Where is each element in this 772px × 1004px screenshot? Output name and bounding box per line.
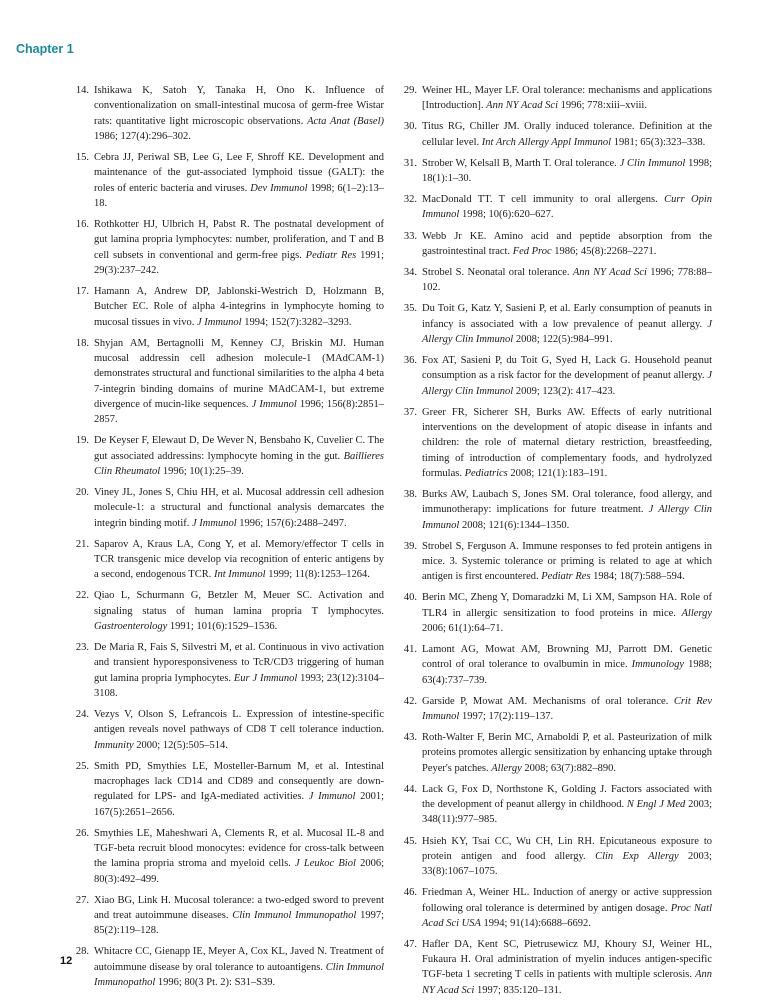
reference-citation: 1981; 65(3):323–338. <box>611 136 706 148</box>
reference-number: 40. <box>403 592 417 604</box>
reference-text <box>422 158 712 184</box>
reference-authors-title: Roth-Walter F, Berin MC, Arnaboldi P, et al. Pasteurization of milk proteins promotes allergic sensitization by enhancing uptake through Peyer's patches. <box>422 732 712 774</box>
reference-citation: 2008; 121(1):183–191. <box>507 467 608 479</box>
reference-item <box>400 229 712 260</box>
reference-citation: 1993; 23(12):3104–3108. <box>94 672 384 699</box>
reference-text <box>94 338 384 425</box>
reference-number: 29. <box>403 85 417 96</box>
reference-authors-title: Strober W, Kelsall B, Marth T. Oral tolerance. <box>422 157 620 169</box>
reference-number: 32. <box>403 194 417 206</box>
reference-number: 23. <box>75 641 89 653</box>
reference-citation: 1991; 29(3):237–242. <box>94 249 384 276</box>
reference-text <box>94 435 384 477</box>
reference-citation: 1999; 11(8):1253–1264. <box>265 569 370 581</box>
reference-journal: Clin Exp Allergy <box>595 850 679 862</box>
reference-number: 27. <box>75 894 89 906</box>
reference-text <box>94 709 384 751</box>
reference-authors-title: Hafler DA, Kent SC, Pietrusewicz MJ, Khoury SJ, Weiner HL, Fukaura H. Oral administration of myelin induces antigen-specific TGF-beta 1 secreting T cells in patients with multiple sclerosis. <box>422 938 712 981</box>
reference-text <box>422 121 712 147</box>
reference-text <box>422 231 712 257</box>
reference-authors-title: Xiao BG, Link H. Mucosal tolerance: a two-edged sword to prevent and treat autoimmune diseases. <box>94 894 384 921</box>
reference-number: 37. <box>403 406 417 418</box>
reference-authors-title: Weiner HL, Mayer LF. Oral tolerance: mechanisms and applications [Introduction]. <box>422 85 712 112</box>
reference-number: 46. <box>403 887 417 899</box>
reference-journal: Int Arch Allergy Appl Immunol <box>481 136 612 148</box>
reference-text <box>422 489 712 531</box>
reference-citation: 1994; 152(7):3282–3293. <box>241 316 352 328</box>
reference-number: 38. <box>403 489 417 500</box>
reference-item <box>400 119 712 150</box>
reference-item <box>72 485 384 531</box>
reference-citation: 2006; 80(3):492–499. <box>94 858 384 885</box>
reference-item <box>72 759 384 820</box>
reference-authors-title: Whitacre CC, Gienapp IE, Meyer A, Cox KL, Javed N. Treatment of autoimmune disease by oral tolerance to autoantigens. <box>94 946 384 973</box>
reference-citation: 1994; 91(14):6688–6692. <box>480 917 591 929</box>
reference-text <box>94 761 384 818</box>
reference-text <box>422 355 712 397</box>
reference-text <box>422 541 712 583</box>
reference-citation: 2003; 348(11):977–985. <box>422 799 712 826</box>
reference-journal: Immunity <box>94 739 134 751</box>
reference-authors-title: Cebra JJ, Periwal SB, Lee G, Lee F, Shroff KE. Development and maintenance of the gut-associated lymphoid tissue (GALT): the roles of enteric bacteria and viruses. <box>94 151 384 194</box>
reference-journal: Immunology <box>631 659 685 671</box>
reference-journal: Pediatr Res <box>541 571 591 583</box>
reference-text <box>94 946 384 988</box>
reference-item <box>72 944 384 990</box>
reference-item <box>400 885 712 931</box>
reference-authors-title: Strobel S, Ferguson A. Immune responses to fed protein antigens in mice. 3. Systemic tolerance or priming is related to age at which antigen is first encountered. <box>422 540 712 583</box>
reference-number: 42. <box>403 695 417 707</box>
reference-number: 43. <box>403 732 417 744</box>
reference-number: 34. <box>403 266 417 278</box>
reference-text <box>94 152 384 209</box>
reference-citation: 2008; 121(6):1344–1350. <box>459 519 570 531</box>
reference-authors-title: Hamann A, Andrew DP, Jablonski-Westrich D, Holzmann B, Butcher EC. Role of alpha 4-integrins in lymphocyte homing to mucosal tissues in vivo. <box>94 285 384 328</box>
reference-authors-title: Titus RG, Chiller JM. Orally induced tolerance. Definition at the cellular level. <box>422 121 712 148</box>
reference-citation: 1998; 6(1–2):13–18. <box>94 182 384 209</box>
reference-journal: J Immunol <box>308 791 356 803</box>
reference-authors-title: Smith PD, Smythies LE, Mosteller-Barnum M, et al. Intestinal macrophages lack CD14 and CD89 and consequently are down-regulated for LPS- and IgA-mediated activities. <box>94 760 384 803</box>
reference-number: 20. <box>75 486 89 498</box>
reference-number: 35. <box>403 303 417 315</box>
reference-text <box>94 828 384 885</box>
reference-text <box>422 887 712 929</box>
reference-citation: 2009; 123(2): 417–423. <box>513 385 616 397</box>
reference-item <box>400 156 712 187</box>
reference-citation: 1996; 156(8):2851–2857. <box>94 398 385 426</box>
reference-citation: 2008; 63(7):882–890. <box>521 762 616 774</box>
reference-authors-title: Greer FR, Sicherer SH, Burks AW. Effects of early nutritional interventions on the development of atopic disease in infants and children: the role of maternal dietary restriction, breastfeeding, timing of introduction of complementary foods, and hydrolyzed formulas. <box>422 406 712 479</box>
reference-citation: 1984; 18(7):588–594. <box>590 571 685 583</box>
reference-item <box>400 539 712 585</box>
reference-authors-title: Berin MC, Zheng Y, Domaradzki M, Li XM, Sampson HA. Role of TLR4 in allergic sensitization to food proteins in mice. <box>422 592 712 619</box>
reference-journal: Pediatr Res <box>305 249 357 261</box>
reference-list-right <box>400 83 712 1004</box>
reference-item <box>72 83 384 144</box>
reference-citation: 1998; 18(1):1–30. <box>422 157 713 185</box>
reference-journal: Allergy <box>681 607 712 619</box>
reference-citation: 1998; 10(6):620–627. <box>459 209 554 221</box>
reference-citation: 1997; 85(2):119–128. <box>94 909 384 937</box>
reference-text <box>94 539 384 581</box>
reference-item <box>400 301 712 347</box>
reference-text <box>94 642 384 699</box>
reference-journal: Curr Opin Immunol <box>422 194 712 221</box>
reference-item <box>72 893 384 939</box>
reference-number: 41. <box>403 644 417 656</box>
reference-journal: J Immunol <box>196 316 242 328</box>
reference-journal: Pediatrics <box>464 467 508 479</box>
reference-item <box>400 590 712 636</box>
reference-journal: Clin Immunol Immunopathol <box>232 909 357 921</box>
reference-text <box>422 732 712 774</box>
reference-authors-title: Burks AW, Laubach S, Jones SM. Oral tolerance, food allergy, and immunotherapy: implications for future treatment. <box>422 489 712 516</box>
reference-journal: J Immunol <box>251 398 297 410</box>
reference-text <box>422 267 712 293</box>
reference-citation: 1996; 778:88–102. <box>422 266 712 294</box>
reference-number: 31. <box>403 157 417 169</box>
reference-journal: Clin Immunol Immunopathol <box>94 961 385 988</box>
reference-citation: 2008; 122(5):984–991. <box>513 333 613 345</box>
reference-journal: Dev Immunol <box>250 182 308 194</box>
page-number: 12 <box>60 955 73 967</box>
reference-citation: 2001; 167(5):2651–2656. <box>94 791 384 818</box>
reference-authors-title: MacDonald TT. T cell immunity to oral allergens. <box>422 194 665 206</box>
reference-number: 14. <box>75 85 89 96</box>
reference-journal: N Engl J Med <box>626 799 686 811</box>
reference-item <box>72 150 384 211</box>
reference-number: 33. <box>403 230 417 242</box>
reference-number: 19. <box>75 435 89 447</box>
reference-authors-title: Vezys V, Olson S, Lefrancois L. Expression of intestine-specific antigen reveals novel pathways of CD8 T cell tolerance induction. <box>94 708 384 736</box>
reference-item <box>400 834 712 880</box>
reference-number: 26. <box>75 827 89 839</box>
reference-authors-title: De Maria R, Fais S, Silvestri M, et al. Continuous in vivo activation and transient hyporesponsiveness to TcR/CD3 triggering of human gut lamina propria lymphocytes. <box>94 641 384 684</box>
reference-text <box>422 194 712 220</box>
reference-item <box>72 707 384 753</box>
reference-text <box>94 219 384 276</box>
reference-citation: 1997; 835:120–131. <box>474 984 562 996</box>
reference-number: 47. <box>403 938 417 950</box>
reference-item <box>400 730 712 776</box>
reference-authors-title: De Keyser F, Elewaut D, De Wever N, Bensbaho K, Cuvelier C. The gut associated addressins: lymphocyte homing in the gut. <box>94 435 384 462</box>
reference-journal: Ann NY Acad Sci <box>572 266 647 278</box>
reference-item <box>72 284 384 330</box>
reference-journal: J Leukoc Biol <box>295 858 356 870</box>
reference-text <box>94 85 384 142</box>
reference-journal: J Immunol <box>192 517 237 529</box>
reference-journal: Eur J Immunol <box>233 672 298 684</box>
reference-citation: 1996; 778:xiii–xviii. <box>558 100 647 112</box>
reference-item <box>400 937 712 998</box>
reference-number: 16. <box>75 218 89 230</box>
reference-journal: J Allergy Clin Immunol <box>422 370 712 397</box>
reference-authors-title: Saparov A, Kraus LA, Cong Y, et al. Memory/effector T cells in TCR transgenic mice develop via recognition of enteric antigens by a second, endogenous TCR. <box>94 538 384 581</box>
reference-text <box>422 592 712 634</box>
reference-authors-title: Lack G, Fox D, Northstone K, Golding J. Factors associated with the development of peanut allergy in childhood. <box>422 783 712 811</box>
reference-number: 17. <box>75 285 89 297</box>
reference-citation: 1991; 101(6):1529–1536. <box>167 620 278 632</box>
reference-citation: 2006; 61(1):64–71. <box>422 622 504 634</box>
reference-item <box>72 826 384 887</box>
reference-item <box>72 433 384 479</box>
reference-citation: 1996; 80(3 Pt. 2): S31–S39. <box>155 976 276 988</box>
reference-authors-title: Webb Jr KE. Amino acid and peptide absorption from the gastrointestinal tract. <box>422 230 712 257</box>
reference-text <box>422 407 712 479</box>
reference-item <box>400 694 712 725</box>
reference-authors-title: Fox AT, Sasieni P, du Toit G, Syed H, Lack G. Household peanut consumption as a risk factor for the development of peanut allergy. <box>422 355 712 382</box>
reference-item <box>72 640 384 701</box>
reference-number: 28. <box>75 946 89 958</box>
reference-authors-title: Lamont AG, Mowat AM, Browning MJ, Parrott DM. Genetic control of oral tolerance to ovalbumin in mice. <box>422 644 712 671</box>
reference-journal: J Clin Immunol <box>619 157 686 169</box>
reference-number: 39. <box>403 540 417 552</box>
reference-item <box>400 782 712 828</box>
reference-item <box>400 487 712 533</box>
reference-authors-title: Qiao L, Schurmann G, Betzler M, Meuer SC. Activation and signaling status of human lamina propria T lymphocytes. <box>94 590 384 617</box>
reference-number: 22. <box>75 590 89 602</box>
reference-text <box>94 286 384 328</box>
reference-item <box>400 353 712 399</box>
reference-citation: 1986; 45(8):2268–2271. <box>551 245 657 257</box>
reference-journal: Ann NY Acad Sci <box>422 969 712 996</box>
reference-citation: 1996; 157(6):2488–2497. <box>236 517 347 529</box>
reference-journal: Acta Anat (Basel) <box>307 115 384 127</box>
reference-journal: Fed Proc <box>512 245 552 257</box>
reference-number: 44. <box>403 783 417 795</box>
reference-item <box>400 265 712 296</box>
reference-journal: Allergy <box>491 762 522 774</box>
reference-journal: J Allergy Clin Immunol <box>422 504 713 531</box>
reference-citation: 1986; 127(4):296–302. <box>94 130 191 142</box>
reference-text <box>422 644 712 686</box>
reference-list-left <box>72 83 384 996</box>
reference-citation: 1997; 17(2):119–137. <box>459 711 554 723</box>
reference-item <box>72 537 384 583</box>
reference-authors-title: Shyjan AM, Bertagnolli M, Kenney CJ, Briskin MJ. Human mucosal addressin cell adhesion molecule-1 (MAdCAM-1) demonstrates structural and functional similarities to the alpha 4 beta 7-integrin binding domains of murine MAdCAM-1, but extreme divergence of mucin-like sequences. <box>94 337 384 410</box>
reference-authors-title: Friedman A, Weiner HL. Induction of anergy or active suppression following oral tolerance is determined by antigen dosage. <box>422 887 712 914</box>
reference-text <box>422 696 712 722</box>
reference-journal: J Allergy Clin Immunol <box>422 318 712 345</box>
reference-number: 36. <box>403 355 417 367</box>
reference-item <box>400 83 712 114</box>
reference-journal: Baillieres Clin Rheumatol <box>94 450 384 477</box>
reference-text <box>94 590 384 632</box>
reference-citation: 1996; 10(1):25–39. <box>160 465 244 477</box>
reference-authors-title: Hsieh KY, Tsai CC, Wu CH, Lin RH. Epicutaneous exposure to protein antigen and food allergy. <box>422 835 712 862</box>
reference-item <box>72 588 384 634</box>
reference-number: 18. <box>75 337 89 349</box>
reference-authors-title: Viney JL, Jones S, Chiu HH, et al. Mucosal addressin cell adhesion molecule-1: a structural and functional analysis demarcates the integrin binding motif. <box>94 486 384 529</box>
reference-text <box>94 487 384 529</box>
reference-authors-title: Ishikawa K, Satoh Y, Tanaka H, Ono K. Influence of conventionalization on small-intestinal mucosa of germ-free Wistar rats: quantitative light microscopic observations. <box>94 85 384 127</box>
reference-journal: Gastroenterology <box>94 620 168 632</box>
reference-number: 24. <box>75 708 89 720</box>
reference-citation: 2003; 33(8):1067–1075. <box>422 850 712 878</box>
reference-number: 21. <box>75 538 89 550</box>
reference-journal: Int Immunol <box>213 569 266 581</box>
reference-journal: Ann NY Acad Sci <box>486 100 559 112</box>
reference-item <box>72 217 384 278</box>
reference-text <box>422 836 712 878</box>
reference-text <box>422 939 712 996</box>
reference-journal: Crit Rev Immunol <box>422 695 712 723</box>
reference-authors-title: Rothkotter HJ, Ulbrich H, Pabst R. The postnatal development of gut lamina propria lymphocytes: number, proliferation, and T and B cell subsets in conventional and germ-free pigs. <box>94 218 384 261</box>
reference-item <box>400 405 712 481</box>
reference-item <box>72 336 384 428</box>
reference-text <box>422 85 712 111</box>
reference-text <box>422 303 712 345</box>
reference-item <box>400 642 712 688</box>
reference-authors-title: Smythies LE, Maheshwari A, Clements R, et al. Mucosal IL-8 and TGF-beta recruit blood monocytes: evidence for cross-talk between the lamina propria stroma and myeloid cells. <box>94 827 384 870</box>
reference-text <box>422 784 712 826</box>
reference-authors-title: Du Toit G, Katz Y, Sasieni P, et al. Early consumption of peanuts in infancy is associated with a low prevalence of peanut allergy. <box>422 303 712 330</box>
reference-authors-title: Garside P, Mowat AM. Mechanisms of oral tolerance. <box>422 695 674 707</box>
chapter-label: Chapter 1 <box>16 42 74 56</box>
reference-item <box>400 192 712 223</box>
reference-journal: Proc Natl Acad Sci USA <box>422 902 712 929</box>
reference-citation: 2000; 12(5):505–514. <box>133 739 228 751</box>
reference-citation: 1988; 63(4):737–739. <box>422 659 712 686</box>
reference-number: 45. <box>403 835 417 847</box>
reference-number: 15. <box>75 151 89 163</box>
reference-number: 30. <box>403 121 417 133</box>
reference-number: 25. <box>75 760 89 772</box>
reference-authors-title: Strobel S. Neonatal oral tolerance. <box>422 266 573 278</box>
reference-text <box>94 895 384 937</box>
